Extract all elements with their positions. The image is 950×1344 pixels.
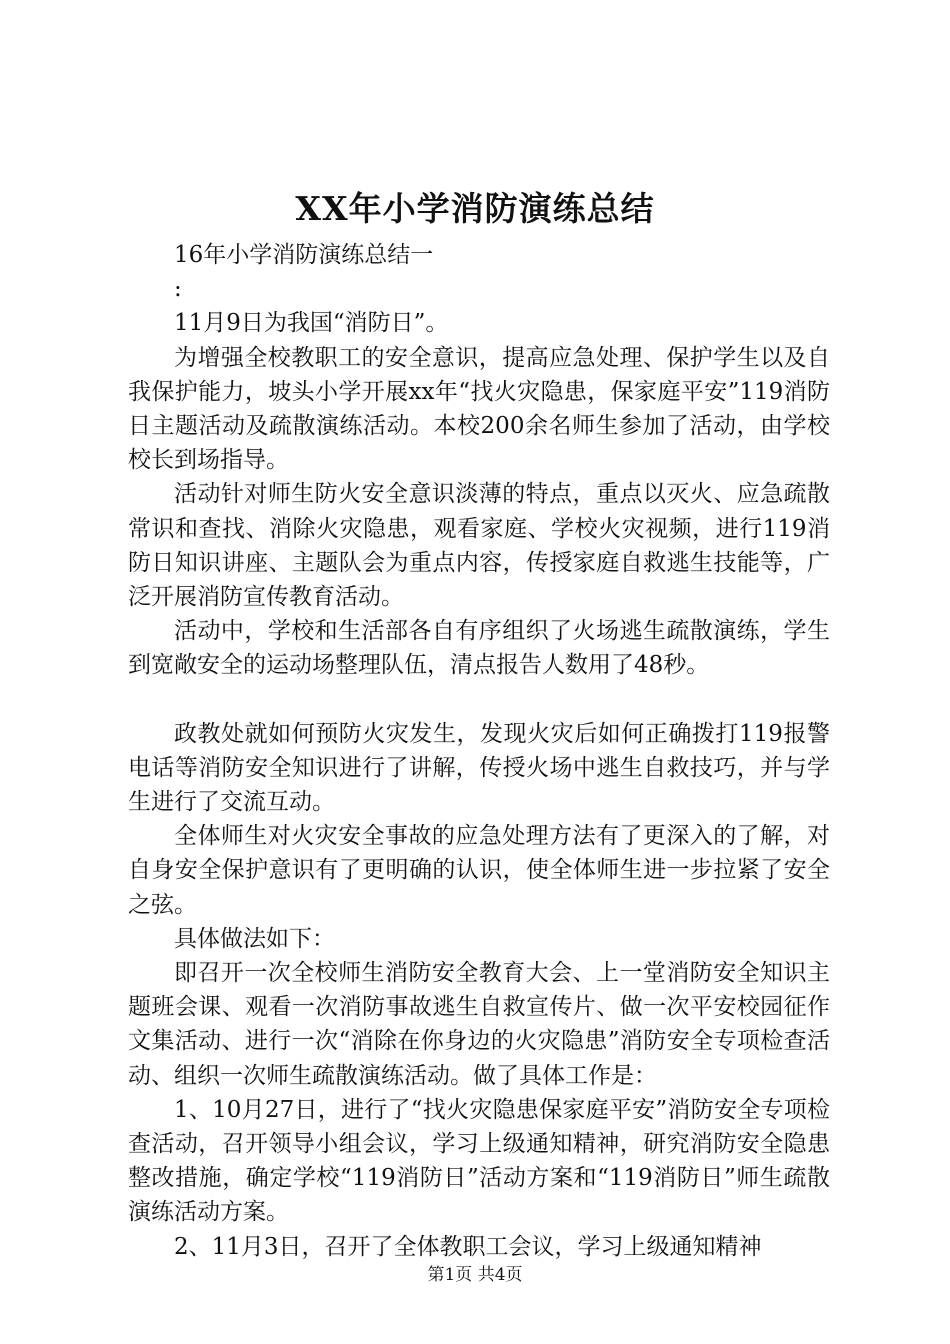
paragraph-fire-day: 11月9日为我国“消防日”。 — [174, 310, 449, 337]
paragraph-evacuation-drill: 活动中，学校和生活部各自有序组织了火场逃生疏散演练，学生到宽敞安全的运动场整理队伍，清点报告人数用了48秒。 — [128, 618, 830, 679]
paragraph-methods-list: 即召开一次全校师生消防安全教育大会、上一堂消防安全知识主题班会课、观看一次消防事故逃生自救宣传片、做一次平安校园征作文集活动、进行一次“消除在你身边的火灾隐患”消防安全专项检查活动、组织一次师生疏散演练活动。做了具体工作是： — [128, 960, 830, 1089]
paragraph-methods-heading: 具体做法如下： — [174, 925, 335, 952]
paragraph-item-1: 1、10月27日，进行了“找火灾隐患保家庭平安”消防安全专项检查活动，召开领导小组会议，学习上级通知精神，研究消防安全隐患整改措施，确定学校“119消防日”活动方案和“119消防日”师生疏散演练活动方案。 — [128, 1096, 830, 1226]
paragraph-awareness: 全体师生对火灾安全事故的应急处理方法有了更深入的了解，对自身安全保护意识有了更明确的认识，使全体师生进一步拉紧了安全之弦。 — [128, 823, 830, 918]
colon-line: : — [174, 276, 182, 303]
document-body — [128, 238, 830, 1264]
paragraph-lecture: 政教处就如何预防火灾发生，发现火灾后如何正确拨打119报警电话等消防安全知识进行了讲解，传授火场中逃生自救技巧，并与学生进行了交流互动。 — [128, 720, 830, 816]
paragraph-purpose: 为增强全校教职工的安全意识，提高应急处理、保护学生以及自我保护能力，坡头小学开展xx年“找火灾隐患，保家庭平安”119消防日主题活动及疏散演练活动。本校200余名师生参加了活动，由学校校长到场指导。 — [128, 344, 830, 474]
paragraph-item-2: 2、11月3日，召开了全体教职工会议，学习上级通知精神 — [174, 1233, 762, 1260]
blank-line — [128, 683, 830, 717]
paragraph-activity-focus: 活动针对师生防火安全意识淡薄的特点，重点以灭火、应急疏散常识和查找、消除火灾隐患，观看家庭、学校火灾视频，进行119消防日知识讲座、主题队会为重点内容，传授家庭自救逃生技能等，广泛开展消防宣传教育活动。 — [128, 481, 830, 611]
document-subtitle: 16年小学消防演练总结一 — [174, 242, 434, 268]
document-title: XX年小学消防演练总结 — [295, 189, 655, 228]
page-footer: 第1页 共4页 — [427, 1265, 523, 1285]
